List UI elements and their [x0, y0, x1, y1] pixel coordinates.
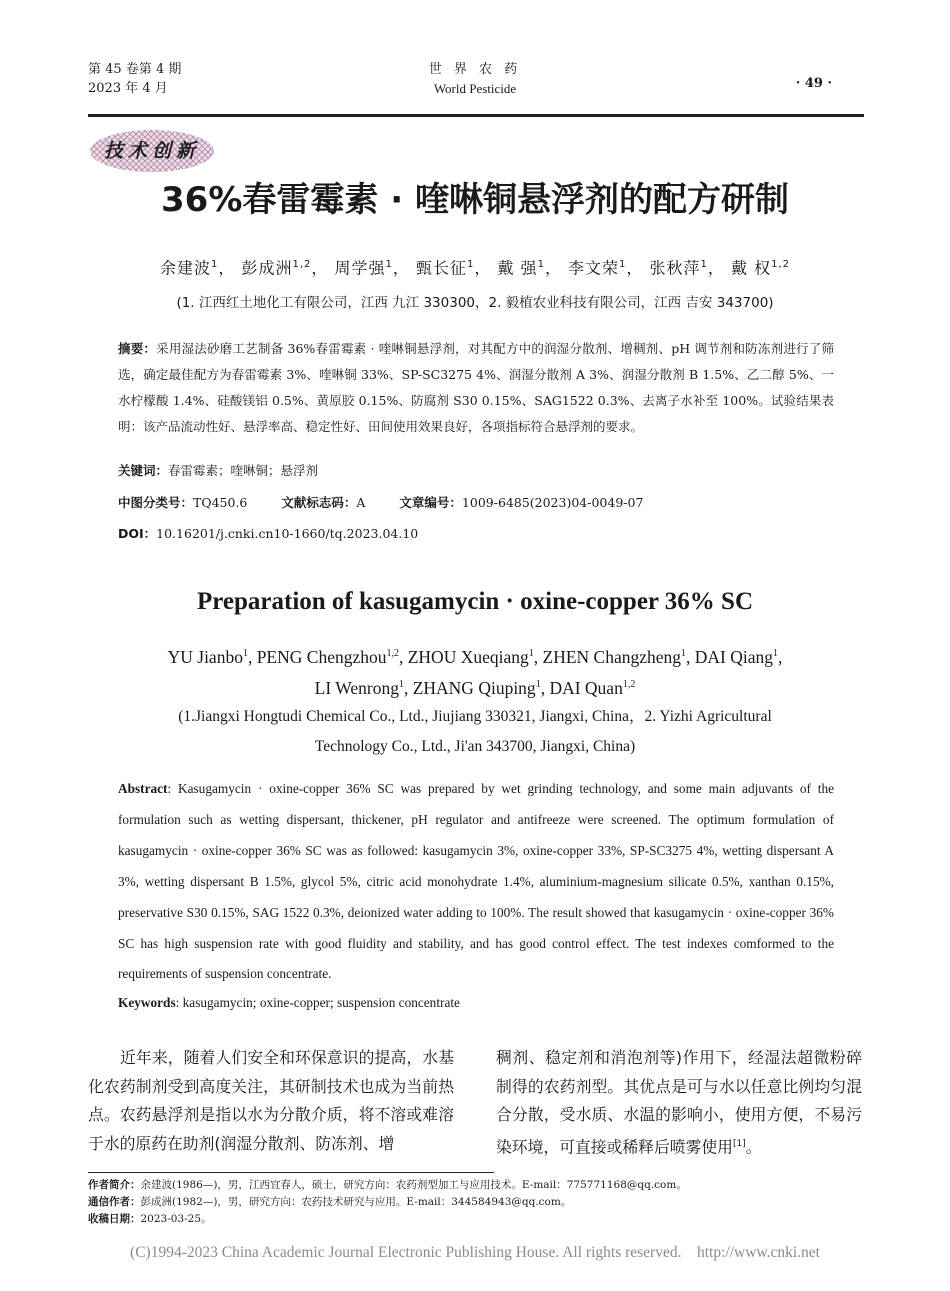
affiliations-en — [0, 702, 950, 762]
abstract-cn-label: 摘要： — [118, 341, 157, 356]
section-badge — [88, 128, 216, 174]
author-affiliation-mark: 1 — [467, 259, 475, 270]
doi-line — [118, 521, 834, 547]
author-affiliation-mark: 1,2 — [622, 678, 636, 690]
body-column-right — [496, 1044, 862, 1162]
classification-line — [118, 490, 834, 516]
issue-volume: 第 45 卷第 4 期 — [88, 62, 182, 77]
author-affiliation-mark: 1,2 — [292, 259, 312, 270]
keywords-cn-text: 春雷霉素；喹啉铜；悬浮剂 — [168, 463, 319, 478]
body-right-text: 稠剂、稳定剂和消泡剂等)作用下，经湿法超微粉碎制得的农药剂型。其优点是可与水以任意比例均匀混合分散，受水质、水温的影响小，使用方便，不易污染环境，可直接或稀释后喷雾使用 — [496, 1048, 862, 1157]
footnote-label: 收稿日期： — [88, 1213, 141, 1225]
author-name-en: PENG Chengzhou — [256, 646, 387, 667]
author-affiliation-mark: 1 — [398, 678, 404, 690]
author-affiliation-mark: 1,2 — [386, 648, 399, 659]
keywords-cn-label: 关键词： — [118, 463, 169, 478]
author-name-en: DAI Quan — [549, 677, 623, 698]
body-column-left: 近年来，随着人们安全和环保意识的提高，水基化农药制剂受到高度关注，其研制技术也成为当前热点。农药悬浮剂是指以水为分散介质，将不溶或难溶于水的原药在助剂(润湿分散剂、防冻剂、增 — [88, 1048, 454, 1154]
affiliations-en-line1: (1.Jiangxi Hongtudi Chemical Co., Ltd., Jiujiang 330321, Jiangxi, China，2. Yizhi Agricultural — [178, 708, 772, 725]
journal-name-en: World Pesticide — [433, 81, 517, 96]
article-title-en: Preparation of kasugamycin · oxine-copper 36% SC — [196, 588, 754, 615]
body-right-end: 。 — [745, 1137, 762, 1157]
author-name-en: YU Jianbo — [167, 646, 243, 667]
doi-label: DOI： — [118, 526, 157, 541]
footnote-text: 余建波(1986—)，男，江西宜春人，硕士，研究方向：农药剂型加工与应用技术。E-mail：775771168@qq.com。 — [140, 1179, 687, 1191]
author-affiliation-mark: 1 — [535, 678, 541, 690]
abstract-en-label: Abstract — [118, 781, 168, 796]
author-name: 戴 权 — [731, 258, 772, 278]
doi-value: 10.16201/j.cnki.cn10-1660/tq.2023.04.10 — [156, 526, 419, 541]
footnote-corresponding-author — [88, 1194, 788, 1211]
doc-code-value: A — [356, 495, 366, 510]
abstract-en — [118, 774, 834, 990]
article-number-value: 1009-6485(2023)04-0049-07 — [461, 495, 644, 510]
author-affiliation-mark: 1 — [242, 648, 248, 659]
abstract-en-text: : Kasugamycin · oxine-copper 36% SC was prepared by wet grinding technology, and some main adjuvants of the formulation such as wetting dispersant, thickener, pH regulator and antifreeze were screened. The optimum formulation of kasugamycin · oxine-copper 36% SC was as followed: kasugamycin 3%, oxine-copper 33%, SP-SC3275 4%, wetting dispersant A 3%, wetting dispersant B 1.5%, glycol 5%, citric acid monohydrate 1.4%, aluminium-magnesium silicate 0.5%, xanthan 0.15%, preservative S30 0.15%, SAG 1522 0.3%, deionized water adding to 100%. The result showed that kasugamycin · oxine-copper 36% SC has high suspension rate with good fluidity and stability, and has good control effect. The test indexes comformed to the requirements of suspension concentrate. — [118, 781, 834, 982]
keywords-en — [118, 990, 834, 1016]
footnote-label: 通信作者： — [88, 1196, 141, 1208]
article-number-label: 文章编号： — [399, 495, 462, 510]
author-list-cn: 余建波$^1$， 彭成洲$^{1,2}$， 周学强$^1$， 甄长征$^1$， 戴 强$^1$， 李文荣$^1$， 张秋萍$^1$， 戴 权$^{1,2}$ — [160, 258, 790, 278]
footnote-text: 彭成洲(1982—)，男，研究方向：农药技术研究与应用。E-mail：344584943@qq.com。 — [140, 1196, 572, 1208]
keywords-en-text: : kasugamycin; oxine-copper; suspension concentrate — [175, 995, 460, 1010]
footnote-text: 2023-03-25。 — [140, 1213, 212, 1225]
issue-date: 2023 年 4 月 — [88, 81, 168, 96]
header-rule — [88, 114, 864, 117]
author-name-en: ZHANG Qiuping — [412, 677, 536, 698]
author-name-en: DAI Qiang — [694, 646, 774, 667]
author-name: 张秋萍 — [649, 258, 701, 278]
abstract-cn — [118, 336, 834, 440]
journal-name-cn: 世 界 农 药 — [428, 62, 522, 77]
author-name: 余建波 — [160, 258, 212, 278]
author-name: 戴 强 — [497, 258, 538, 278]
footnote-author-bio — [88, 1177, 788, 1194]
affiliations-cn: (1. 江西红土地化工有限公司，江西 九江 330300，2. 毅植农业科技有限公司，江西 吉安 343700) — [176, 295, 774, 311]
copyright-line: (C)1994-2023 China Academic Journal Electronic Publishing House. All rights reserved. http://www.cnki.net — [130, 1244, 820, 1261]
author-list-en: YU Jianbo$^1$, PENG Chengzhou$^{1,2}$, ZHOU Xueqiang$^1$, ZHEN Changzheng$^1$, DAI Qiang$^1$, LI Wenrong$^1$, ZHANG Qiuping$^1$, DAI Quan$^{1,2}$ — [167, 646, 783, 698]
affiliations-en-line2: Technology Co., Ltd., Ji'an 343700, Jiangxi, China) — [314, 738, 636, 755]
author-affiliation-mark: 1,2 — [771, 259, 790, 270]
footnote-received-date — [88, 1211, 788, 1228]
keywords-cn — [118, 458, 834, 484]
author-affiliation-mark: 1 — [537, 259, 545, 270]
author-name: 彭成洲 — [241, 258, 293, 278]
keywords-en-label: Keywords — [118, 995, 176, 1010]
author-name: 甄长征 — [415, 258, 467, 278]
abstract-cn-text: 采用湿法砂磨工艺制备 36%春雷霉素 · 喹啉铜悬浮剂，对其配方中的润湿分散剂、增稠剂、pH 调节剂和防冻剂进行了筛选，确定最佳配方为春雷霉素 3%、喹啉铜 33%、SP-SC3275 4%、润湿分散剂 A 3%、润湿分散剂 B 1.5%、乙二醇 5%、一水柠檬酸 1.4%、硅酸镁铝 0.5%、黄原胶 0.15%、防腐剂 S30 0.15%、SAG1522 0.3%、去离子水补至 100%。试验结果表明：该产品流动性好、悬浮率高、稳定性好、田间使用效果良好，各项指标符合悬浮剂的要求。 — [118, 341, 834, 434]
page-number: · 49 · — [795, 76, 832, 91]
author-affiliation-mark: 1 — [211, 259, 219, 270]
author-name-en: ZHEN Changzheng — [542, 646, 682, 667]
author-name-en: ZHOU Xueqiang — [407, 646, 529, 667]
footnote-rule — [88, 1172, 494, 1173]
author-affiliation-mark: 1 — [700, 259, 708, 270]
author-affiliation-mark: 1 — [528, 648, 534, 659]
author-name: 周学强 — [334, 258, 386, 278]
author-affiliation-mark: 1 — [773, 648, 779, 659]
badge-label: 技术创新 — [103, 140, 200, 162]
author-name-en: LI Wenrong — [314, 677, 399, 698]
footnote-label: 作者简介： — [88, 1179, 141, 1191]
article-title-cn: 36%春雷霉素 · 喹啉铜悬浮剂的配方研制 — [161, 180, 789, 220]
clc-value: TQ450.6 — [193, 495, 248, 510]
citation-ref[interactable]: [1] — [732, 1139, 746, 1150]
author-affiliation-mark: 1 — [619, 259, 627, 270]
author-affiliation-mark: 1 — [385, 259, 393, 270]
author-affiliation-mark: 1 — [681, 648, 687, 659]
author-name: 李文荣 — [568, 258, 620, 278]
doc-code-label: 文献标志码： — [281, 495, 357, 510]
clc-label: 中图分类号： — [118, 495, 194, 510]
